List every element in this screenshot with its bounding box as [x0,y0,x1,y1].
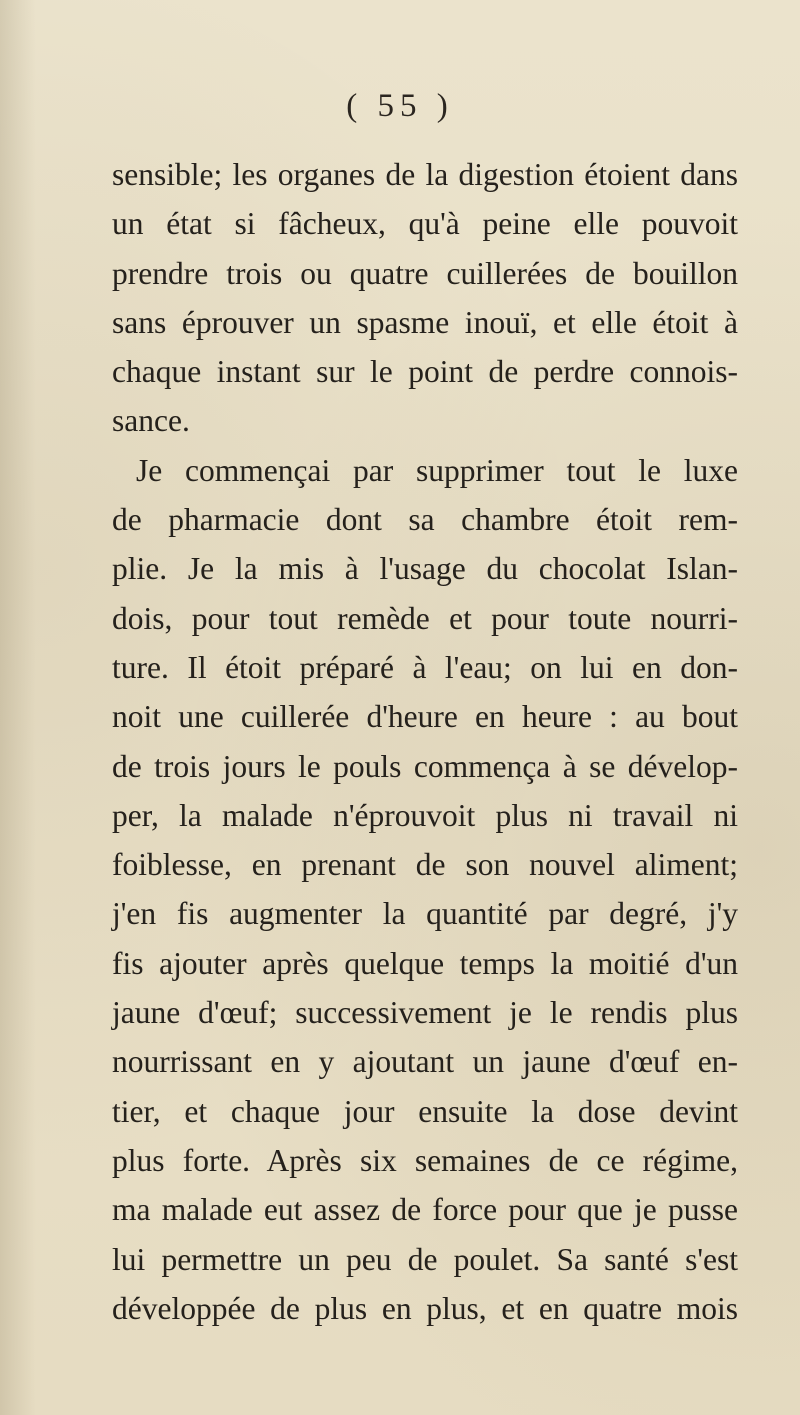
text-line: de trois jours le pouls commença à se dévelop- [112,748,738,784]
page-number: ( 55 ) [346,88,454,124]
page-gutter-shadow [0,0,36,1415]
text-line: un état si fâcheux, qu'à peine elle pouvoit [112,206,738,242]
text-line: nourrissant en y ajoutant un jaune d'œuf en- [112,1044,738,1080]
body-text [112,150,738,1333]
text-line: plie. Je la mis à l'usage du chocolat Islan- [112,551,738,587]
text-line: lui permettre un peu de poulet. Sa santé s'est [112,1241,738,1277]
text-line: ture. Il étoit préparé à l'eau; on lui en don- [112,649,738,685]
text-line: noit une cuillerée d'heure en heure : au bout [112,699,738,735]
text-line: j'en fis augmenter la quantité par degré, j'y [112,896,738,932]
text-line: prendre trois ou quatre cuillerées de bouillon [112,255,738,291]
text-line: fis ajouter après quelque temps la moitié d'un [112,945,738,981]
text-line: foiblesse, en prenant de son nouvel aliment; [112,847,738,883]
text-line: plus forte. Après six semaines de ce régime, [112,1142,738,1178]
text-line: sans éprouver un spasme inouï, et elle étoit à [112,304,738,340]
text-line: développée de plus en plus, et en quatre mois [112,1290,738,1326]
text-line: de pharmacie dont sa chambre étoit rem- [112,502,738,538]
text-line: sance. [112,403,190,439]
text-line: chaque instant sur le point de perdre connois- [112,354,738,390]
paragraph-start-line: Je commençai par supprimer tout le luxe [136,452,738,488]
text-line: ma malade eut assez de force pour que je pusse [112,1192,738,1228]
text-line: per, la malade n'éprouvoit plus ni travail ni [112,797,738,833]
text-line: sensible; les organes de la digestion étoient dans [112,157,738,192]
text-line: dois, pour tout remède et pour toute nourri- [112,600,738,636]
text-line: jaune d'œuf; successivement je le rendis plus [112,995,738,1031]
text-line: tier, et chaque jour ensuite la dose devint [112,1093,738,1129]
